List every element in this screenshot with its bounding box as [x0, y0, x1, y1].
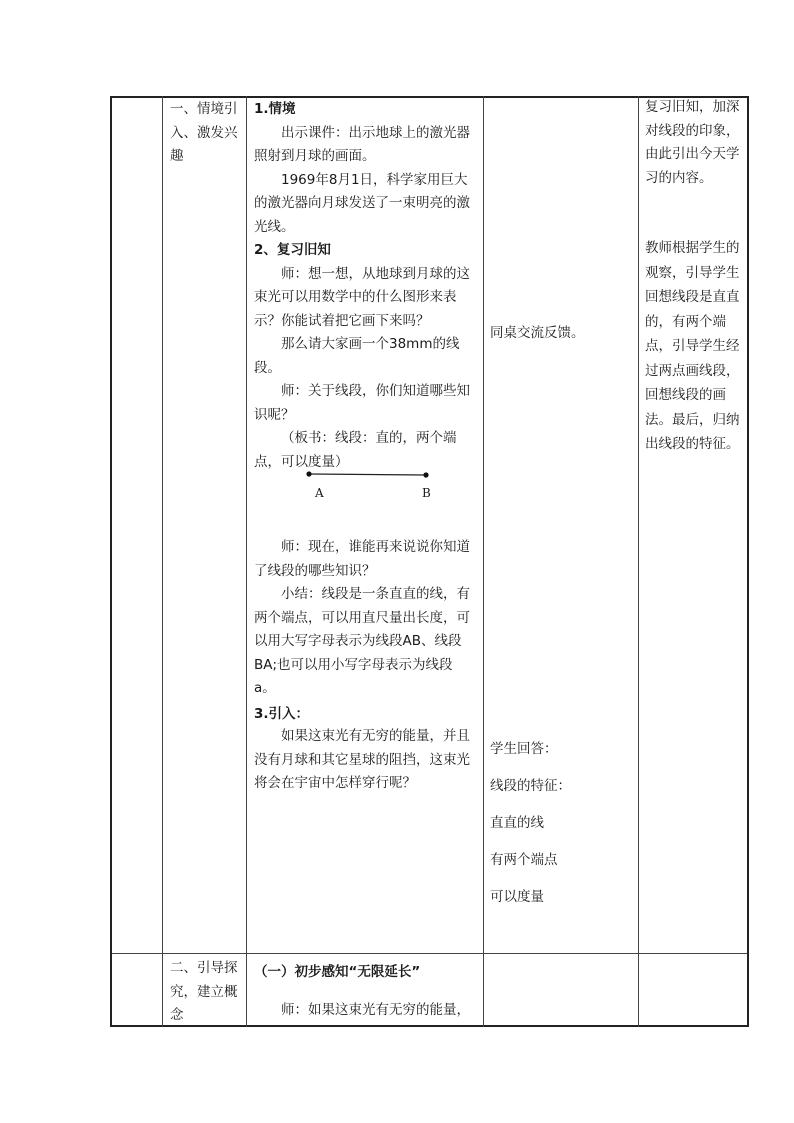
point-a-dot: [306, 471, 311, 476]
column-divider: [162, 96, 163, 1027]
answer-line: 线段的特征：: [490, 778, 571, 794]
process-cell-2: [254, 960, 476, 1022]
stage-cell-2: [170, 957, 242, 1028]
column-divider: [483, 96, 484, 1027]
column-divider: [638, 96, 639, 1027]
paragraph: （板书：线段：直的，两个端点，可以度量）: [254, 430, 457, 470]
intent-text: 复习旧知，加深对线段的印象，由此引出今天学习的内容。: [645, 99, 740, 186]
paragraph: 师：想一想，从地球到月球的这束光可以用数学中的什么图形来表示？你能试着把它画下来吗？: [254, 265, 470, 329]
paragraph: 师：关于线段，你们知道哪些知识呢？: [254, 383, 470, 423]
answer-line: 可以度量: [490, 889, 544, 905]
stage-title: 二、引导探究，建立概念: [170, 960, 238, 1023]
paragraph: 出示课件：出示地球上的激光器照射到月球的画面。: [254, 124, 470, 164]
table-left-border: [110, 96, 112, 1027]
design-intent-1: [645, 96, 745, 190]
section-heading: 2、复习旧知: [254, 242, 331, 258]
answer-line: 学生回答：: [490, 741, 558, 757]
point-b-label: B: [422, 486, 431, 500]
answer-line: 直直的线: [490, 815, 544, 831]
paragraph: 师：如果这束光有无穷的能量，: [281, 1002, 470, 1018]
stage-cell-1: [170, 98, 242, 169]
section-heading: 3.引入：: [254, 705, 310, 722]
process-cell-1-continued: [254, 536, 476, 726]
student-feedback: [490, 322, 630, 346]
paragraph: 师：现在，谁能再来说说你知道了线段的哪些知识？: [254, 539, 470, 579]
point-b-dot: [423, 472, 428, 477]
point-a-label: A: [315, 486, 324, 500]
segment-ab-figure: [305, 468, 435, 504]
paragraph: 如果这束光有无穷的能量，并且没有月球和其它星球的阻挡，这束光将会在宇宙中怎样穿行呢？: [254, 728, 470, 791]
answer-line: 有两个端点: [490, 852, 558, 868]
row-divider: [110, 953, 748, 954]
paragraph: 1969年8月1日，科学家用巨大的激光器向月球发送了一束明亮的激光线。: [254, 171, 470, 235]
summary-paragraph: 小结：线段是一条直直的线，有两个端点，可以用直尺量出长度，可以用大写字母表示为线段AB、线段BA;也可以用小写字母表示为线段 a。: [254, 586, 470, 696]
section-heading: （一）初步感知“无限延长”: [254, 964, 421, 980]
process-cell-1: [254, 98, 476, 474]
student-answers: [490, 731, 630, 916]
feedback-text: 同桌交流反馈。: [490, 325, 585, 341]
design-intent-2: [645, 236, 745, 457]
stage-title: 一、情境引入、激发兴趣: [170, 101, 238, 164]
column-divider: [246, 96, 247, 1027]
table-right-border: [747, 96, 749, 1027]
section-heading: 1.情境: [254, 101, 296, 117]
paragraph: 那么请大家画一个38mm的线段。: [254, 336, 460, 376]
intent-text: 教师根据学生的观察，引导学生回想线段是直直的，有两个端点，引导学生经过两点画线段，回想线段的画法。最后，归纳出线段的特征。: [645, 240, 740, 452]
intro-question: [254, 725, 476, 796]
